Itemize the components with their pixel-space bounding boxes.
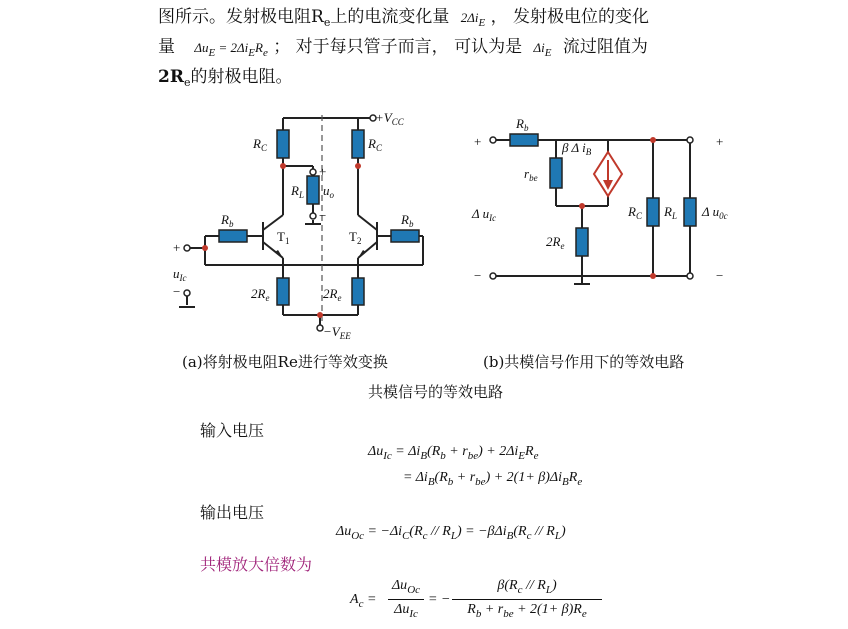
rb-right-label: $R_b$ [401,212,414,229]
in-minus-label: − [173,284,181,299]
equation-gain: $A_c$ = $\Delta u_{Oc}$ $\Delta u_{Ic}$ = − $\beta(R_c // R_L)$ $R_b + r_{be} + 2(1+ \beta)R_e$ [350,578,610,626]
b-rc-label: $R_C$ [628,204,642,221]
b-rl-label: $R_L$ [664,204,677,221]
uic-label: $u_{Ic}$ [173,266,187,283]
vcc-label: $+V_{CC}$ [375,110,404,127]
vee-label: $-V_{EE}$ [323,324,351,341]
intro-line-3: $2R_e$的射极电阻。 [158,67,293,89]
rl-label: $R_L$ [291,183,304,200]
equation-input-1: $\Delta u_{Ic} = \Delta i_B(R_b + r_{be}) + 2\Delta i_ER_e$ [368,444,539,462]
out-minus-label: − [319,208,327,223]
intro-line-1: 图所示。发射极电阻$R_e$上的电流变化量 $2\Delta i_E$ ， 发射极电位的变化 [158,7,650,29]
circuit-a-diagram [165,100,440,345]
rc-right-label: $R_C$ [368,136,382,153]
rc-left-label: $R_C$ [253,136,267,153]
caption-b: (b)共模信号作用下的等效电路 [483,353,685,371]
b-re-label: $2R_e$ [546,234,565,251]
caption-a: (a)将射极电阻Re进行等效变换 [182,353,388,371]
b-in-minus: − [474,268,482,283]
section-output-voltage: 输出电压 [200,503,265,522]
b-out-plus: + [716,134,724,149]
t1-label: $T_1$ [277,229,290,246]
t2-label: $T_2$ [349,229,362,246]
intro-line-2: 量 $\Delta u_E = 2\Delta i_ER_e$ ； 对于每只管子而言， 可认为是 $\Delta i_E$ 流过阻值为 [158,37,648,59]
rbe-label: $r_{be}$ [524,166,538,183]
re-left-label: $2R_e$ [251,286,270,303]
section-input-voltage: 输入电压 [200,421,265,440]
circuit-b-diagram [468,108,758,298]
b-in-plus: + [474,134,482,149]
rb-left-label: $R_b$ [221,212,234,229]
out-plus-label: + [319,164,327,179]
b-rb-label: $R_b$ [516,116,529,133]
b-out-minus: − [716,268,724,283]
delta-uic-label: Δ $u_{Ic}$ [472,206,497,223]
figure-title: 共模信号的等效电路 [368,383,504,401]
beta-label: β Δ $i_B$ [562,140,592,157]
uo-label: $u_o$ [323,183,334,200]
section-gain: 共模放大倍数为 [200,555,313,574]
re-right-label: $2R_e$ [323,286,342,303]
equation-output: $\Delta u_{Oc} = -\Delta i_C(R_c // R_L) = -\beta\Delta i_B(R_c // R_L)$ [336,524,566,542]
equation-input-2: = $\Delta i_B(R_b + r_{be}) + 2(1+ \beta)\Delta i_BR_e$ [403,470,583,488]
delta-uoc-label: Δ $u_{0c}$ [702,204,728,221]
in-plus-label: + [173,240,181,255]
